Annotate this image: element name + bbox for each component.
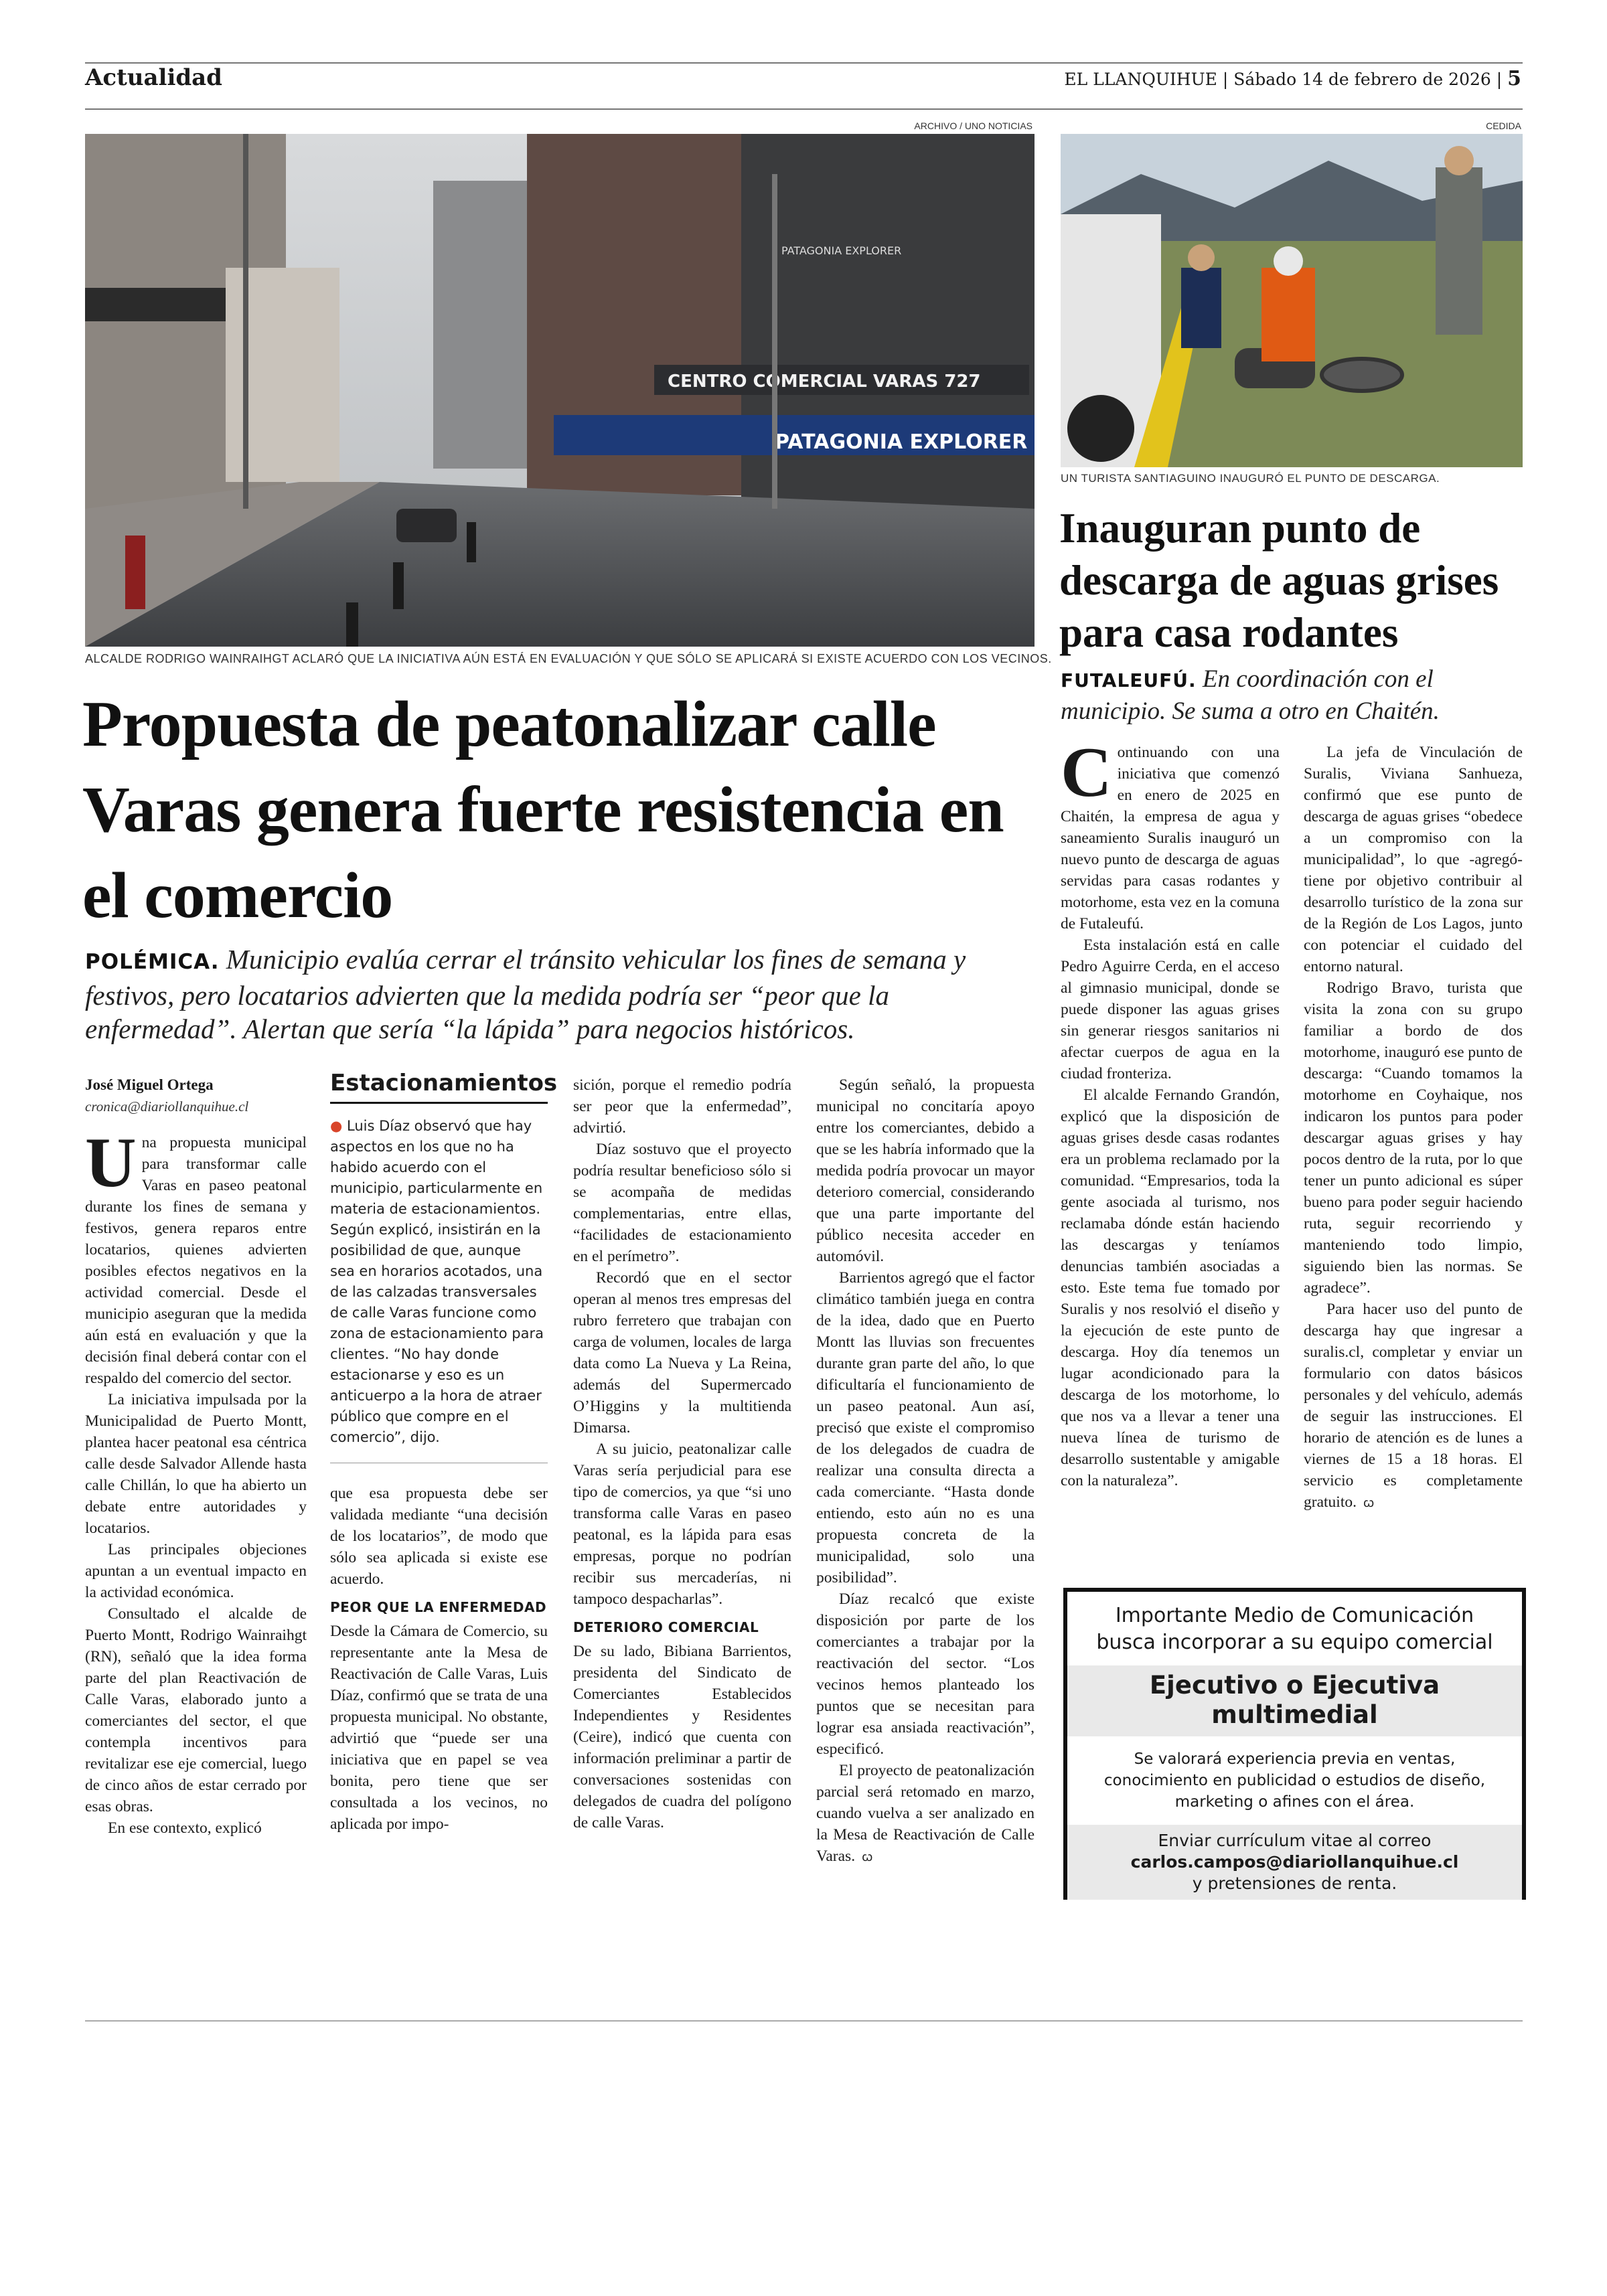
street-scene-illustration [85,134,1035,647]
main-photo-caption: ALCALDE RODRIGO WAINRAIHGT ACLARÓ QUE LA INICIATIVA AÚN ESTÁ EN EVALUACIÓN Y QUE SÓLO SE APLICARÁ SI EXISTE ACUERDO CON LOS VECINOS. [85,652,1052,665]
main-paragraph: Díaz sostuvo que el proyecto podría resultar beneficioso sólo si se acompaña de medidas complementarias, entre ellas, “facilidades de estacionamiento en el perímetro”. [573,1141,791,1265]
ad-email[interactable]: carlos.campos@diariollanquihue.cl [1130,1852,1459,1872]
side-paragraph: Rodrigo Bravo, turista que visita la zona con su grupo familiar a bordo de dos motorhome, inauguró ese punto de descarga: “Cuando tomamos la motorhome en Coyhaique, nos indicaron los puntos para poder descargar aguas grises y hay pocos dentro de la ruta, por lo que tener un punto adicional es súper bueno para poder seguir haciendo ruta, seguir recorriendo y manteniendo todo limpio, siguiendo bien las normas. Se agradece”. [1304,979,1523,1297]
main-paragraph: Consultado el alcalde de Puerto Montt, Rodrigo Wainraihgt (RN), señaló que la idea forma parte del plan Reactivación de Calle Varas, elaborado junto a comerciantes del sector, el que contempla incentivos para revitalizar ese eje comercial, luego de cinco años de estar cerrado por esas obras. [85,1605,307,1815]
main-column-3 [573,1074,791,1833]
side-photo [1061,134,1523,467]
ad-title-band [1067,1665,1522,1736]
side-paragraph: La jefa de Vinculación de Suralis, Viviana Sanhueza, confirmó que ese punto de descarga de aguas grises “obedece a un compromiso con la municipalidad”, lo que -agregó- tiene por objetivo contribuir al desarrollo turístico de la zona sur de la Región de Los Lagos, junto con potenciar el cuidado del entorno natural. [1304,744,1523,975]
main-paragraph: Según señaló, la propuesta municipal no concitaría apoyo entre los comerciantes, debido a que se les habría informado que la medida podría provocar un mayor deterioro comercial, considerando que una parte importante del público necesita acceder en automóvil. [816,1076,1035,1265]
dump-station-illustration [1061,134,1523,467]
subhead: DETERIORO COMERCIAL [573,1619,759,1635]
top-rule [85,62,1523,64]
ad-body-2: conocimiento en publicidad o estudios de diseño, [1103,1772,1486,1789]
store-sign-text: PATAGONIA EXPLORER [775,430,1028,454]
main-paragraph: En ese contexto, explicó [108,1819,262,1837]
bottom-rule [85,2020,1523,2022]
sidebar-title: Estacionamientos [330,1070,558,1096]
newspaper-name: EL LLANQUIHUE [1064,70,1217,89]
ad-intro-1: Importante Medio de Comunicación [1115,1604,1474,1627]
ad-body-3: marketing o afines con el área. [1174,1793,1415,1811]
parking-sidebar [330,1070,558,1448]
main-column-1 [85,1074,307,1839]
main-paragraph: Díaz recalcó que existe disposición por parte de los comerciantes a trabajar por la reactivación del sector. “Los vecinos hemos planteado los puntos que se necesitan para lograr esa ansiada reactivación”, especificó. [816,1590,1035,1758]
side-lead-text: En coordinación con el municipio. Se suma a otro en Chaitén. [1061,665,1440,725]
mall-sign-text: CENTRO COMERCIAL VARAS 727 [668,372,981,392]
ad-body-1: Se valorará experiencia previa en ventas, [1134,1750,1456,1768]
subhead: PEOR QUE LA ENFERMEDAD [330,1599,547,1615]
main-paragraph: sición, porque el remedio podría ser peor que la enfermedad”, advirtió. [573,1076,791,1137]
main-paragraph: Barrientos agregó que el factor climático también juega en contra de la idea, dado que en Puerto Montt las lluvias son frecuentes durante gran parte del año, lo que dificultaría el funcionamiento de un paseo peatonal. Aun así, precisó que existe el compromiso de los delegados de cuadra de realizar una consulta directa a cada comerciante. “Hasta donde entiendo, esto aún no es una propuesta concreta de la municipalidad, solo una posibilidad”. [816,1269,1035,1586]
job-ad [1063,1588,1526,1900]
sidebar-text [330,1116,548,1448]
side-paragraph: El alcalde Fernando Grandón, explicó que la disposición de aguas grises desde casas rodantes era un problema reclamado por la comunidad. “Empresarios, toda la gente asociada al turismo, nos reclamaba dónde están haciendo las descargas y teníamos denuncias también asociadas a esto. Este tema fue tomado por Suralis y nos resolvió el diseño y la ejecución de este punto de descarga. Hoy día tenemos un lugar acondicionado para la descarga de los motorhome, lo que nos va a llevar a tener una nueva línea de turismo de desarrollo sustentable y amigable con la naturaleza”. [1061,1086,1280,1489]
main-paragraph: Las principales objeciones apuntan a un eventual impacto en la actividad económica. [85,1541,307,1601]
side-headline: Inauguran punto de descarga de aguas grises para casa rodantes [1059,505,1499,656]
sidebar-body: Luis Díaz observó que hay aspectos en los que no ha habido acuerdo con el municipio, particularmente en materia de estacionamientos. Según explicó, insistirán en la posibilidad de que, aunque sea en horarios acotados, una de las calzadas transversales de calle Varas funcione como zona de estacionamiento para clientes. “No hay donde estacionarse y eso es un anticuerpo a la hora de atraer público que compre en el comercio”, dijo. [330,1118,544,1445]
page-number: 5 [1507,67,1521,90]
main-lead-tag: POLÉMICA. [85,950,220,974]
main-photo [85,134,1035,647]
byline-email: cronica@diariollanquihue.cl [85,1098,249,1115]
main-dropcap: U [85,1123,137,1202]
side-column-1 [1061,733,1280,1491]
side-column-2 [1304,742,1523,1514]
side-paragraph: ontinuando con una iniciativa que comenzó en enero de 2025 en Chaitén, la empresa de agua y saneamiento Suralis inauguró un nuevo punto de descarga de aguas servidas para casas rodantes y motorhome, esta vez en la comuna de Futaleufú. [1061,744,1280,932]
end-mark-icon: ꞷ [1363,1496,1375,1510]
main-headline: Propuesta de peatonalizar calle Varas genera fuerte resistencia en el comercio [82,688,1004,932]
main-paragraph: que esa propuesta debe ser validada mediante “una decisión de los locatarios”, de modo que sólo sea aplicada si existe ese acuerdo. [330,1485,548,1588]
side-photo-caption: UN TURISTA SANTIAGUINO INAUGURÓ EL PUNTO DE DESCARGA. [1061,472,1440,485]
ad-title-2: multimedial [1211,1700,1378,1729]
side-paragraph: Para hacer uso del punto de descarga hay que ingresar a suralis.cl, completar y enviar un formulario con datos básicos personales y del vehículo, además de seguir las instrucciones. El horario de atención es de lunes a viernes de 15 a 18 horas. El servicio es completamente gratuito. [1304,1301,1523,1511]
main-column-4 [816,1074,1035,1868]
main-paragraph: De su lado, Bibiana Barrientos, presidenta del Sindicato de Comerciantes Establecidos Independientes y Residentes (Ceire), indicó que cuenta con información preliminar a partir de conversaciones sostenidas con delegados de cuadra del polígono de calle Varas. [573,1643,791,1831]
main-paragraph: na propuesta municipal para transformar calle Varas en paseo peatonal durante los fines de semana y festivos, genera reparos entre locatarios, quienes advierten posibles efectos negativos en la actividad comercial. Desde el municipio aseguran que la medida aún está en evaluación y que la decisión final deberá contar con el respaldo del comercio del sector. [85,1134,307,1387]
main-paragraph: Recordó que en el sector operan al menos tres empresas del rubro ferretero que trabajan con carga de volumen, locales de larga data como La Nueva y La Reina, además del Supermercado O’Higgins y la multitienda Dimarsa. [573,1269,791,1437]
header-rule [85,108,1523,110]
side-lead [1061,664,1523,727]
ad-cta-band [1067,1825,1522,1900]
ad-title-1: Ejecutivo o Ejecutiva [1149,1671,1440,1700]
main-paragraph: La iniciativa impulsada por la Municipalidad de Puerto Montt, plantea hacer peatonal esa céntrica calle desde Salvador Allende hasta calle Chillán, lo que ha abierto un debate entre autoridades y locatarios. [85,1391,307,1537]
bullet-icon: ● [330,1118,347,1134]
sidebar-rule [330,1102,548,1104]
small-sign-text: PATAGONIA EXPLORER [781,244,902,257]
main-paragraph: Desde la Cámara de Comercio, su representante ante la Mesa de Reactivación de Calle Varas, Luis Díaz, confirmó que se trata de una propuesta municipal. No obstante, advirtió que “puede ser una iniciativa que en papel se vea bonita, pero tiene que ser consultada a los vecinos, no aplicada por impo- [330,1623,548,1833]
main-photo-credit: ARCHIVO / UNO NOTICIAS [914,120,1032,131]
main-paragraph: El proyecto de peatonalización parcial será retomado en marzo, cuando vuelva a ser analizado en la Mesa de Reactivación de Calle Varas. [816,1762,1035,1865]
side-dropcap: C [1061,733,1112,811]
ad-intro-2: busca incorporar a su equipo comercial [1096,1631,1493,1654]
section-label: Actualidad [85,64,222,91]
main-lead [85,942,1036,1046]
byline-name: José Miguel Ortega [85,1076,214,1093]
main-column-2 [330,1483,548,1835]
issue-date: Sábado 14 de febrero de 2026 [1233,70,1491,89]
end-mark-icon: ꞷ [862,1850,873,1864]
side-photo-credit: CEDIDA [1486,120,1521,131]
ad-cta-3: y pretensiones de renta. [1192,1874,1397,1893]
ad-cta-1: Enviar currículum vitae al correo [1158,1831,1432,1850]
side-paragraph: Esta instalación está en calle Pedro Aguirre Cerda, en el acceso al gimnasio municipal, donde se puede disponer las aguas grises sin generar riesgos sanitarios ni afectar cuerpos de agua en la ciudad fronteriza. [1061,936,1280,1082]
main-lead-text: Municipio evalúa cerrar el tránsito vehicular los fines de semana y festivos, pero locatarios advierten que la medida podría ser “peor que la enfermedad”. Alertan que sería “la lápida” para negocios históricos. [85,944,966,1044]
masthead: EL LLANQUIHUE | Sábado 14 de febrero de 2026 | 5 [1064,67,1521,90]
side-lead-tag: FUTALEUFÚ. [1061,669,1197,691]
main-paragraph: A su juicio, peatonalizar calle Varas sería perjudicial para ese tipo de comercios, ya que “si uno transforma calle Varas en paseo peatonal, es la lápida para esas empresas, porque no podrían recibir sus mercaderías, ni tampoco despacharlas”. [573,1441,791,1608]
